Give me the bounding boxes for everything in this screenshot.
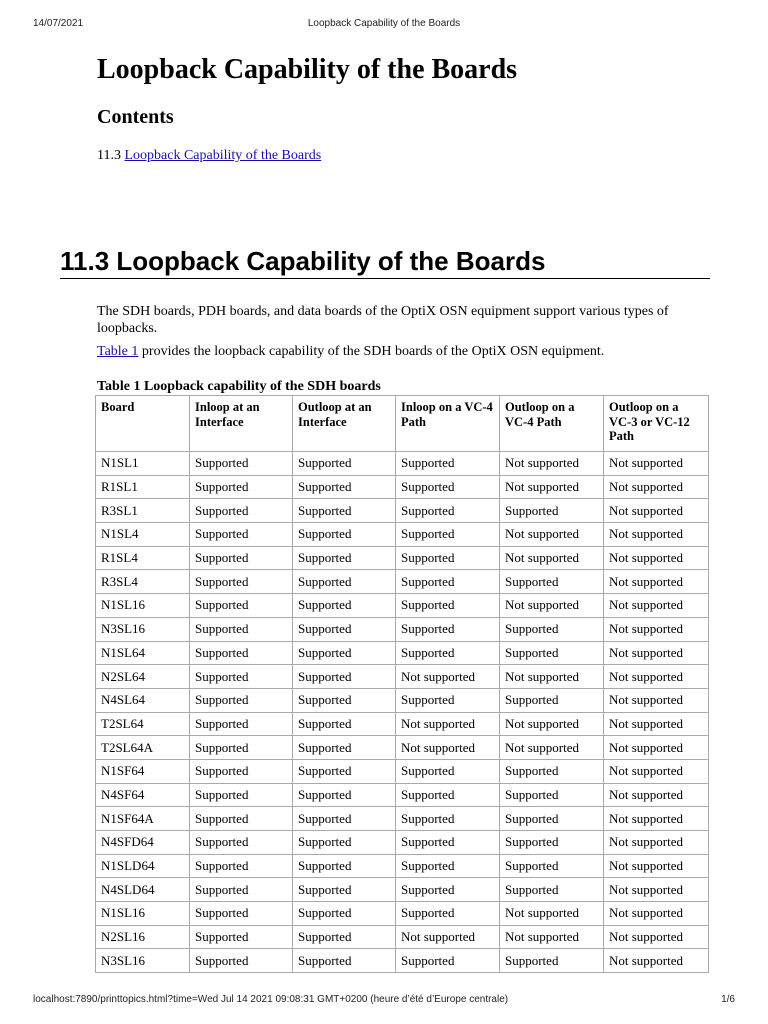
document-title: Loopback Capability of the Boards — [97, 54, 518, 85]
capability-cell: Supported — [500, 641, 604, 665]
capability-cell: Not supported — [604, 949, 709, 973]
capability-cell: Supported — [293, 878, 396, 902]
capability-cell: Supported — [396, 475, 500, 499]
capability-cell: Supported — [293, 523, 396, 547]
capability-cell: Supported — [293, 499, 396, 523]
capability-cell: Supported — [190, 759, 293, 783]
capability-cell: Supported — [293, 665, 396, 689]
capability-cell: Supported — [190, 807, 293, 831]
toc-number: 11.3 — [97, 148, 121, 163]
table-row — [96, 499, 709, 523]
capability-cell: Not supported — [604, 831, 709, 855]
capability-cell: Supported — [293, 546, 396, 570]
table-row — [96, 807, 709, 831]
table-reference-text: provides the loopback capability of the SDH boards of the OptiX OSN equipment. — [138, 344, 605, 359]
capability-cell: Not supported — [500, 665, 604, 689]
capability-cell: Supported — [500, 617, 604, 641]
capability-cell: Supported — [293, 783, 396, 807]
capability-cell: Supported — [190, 665, 293, 689]
capability-cell: Supported — [293, 759, 396, 783]
capability-cell: Supported — [190, 783, 293, 807]
board-name-cell: R3SL1 — [96, 499, 190, 523]
capability-cell: Supported — [190, 617, 293, 641]
print-date: 14/07/2021 — [33, 18, 84, 29]
board-name-cell: R1SL1 — [96, 475, 190, 499]
capability-cell: Supported — [500, 783, 604, 807]
capability-cell: Supported — [500, 878, 604, 902]
capability-cell: Supported — [190, 688, 293, 712]
capability-cell: Supported — [500, 807, 604, 831]
capability-cell: Supported — [500, 499, 604, 523]
capability-cell: Supported — [190, 854, 293, 878]
capability-cell: Supported — [293, 594, 396, 618]
capability-cell: Supported — [293, 925, 396, 949]
capability-cell: Supported — [190, 831, 293, 855]
capability-cell: Supported — [190, 902, 293, 926]
table-row — [96, 759, 709, 783]
table-row — [96, 712, 709, 736]
capability-cell: Supported — [293, 736, 396, 760]
capability-cell: Not supported — [604, 570, 709, 594]
capability-cell: Supported — [293, 831, 396, 855]
capability-cell: Not supported — [500, 475, 604, 499]
board-name-cell: N4SF64 — [96, 783, 190, 807]
table-row — [96, 617, 709, 641]
board-name-cell: T2SL64A — [96, 736, 190, 760]
capability-cell: Supported — [396, 878, 500, 902]
capability-cell: Not supported — [500, 925, 604, 949]
capability-cell: Not supported — [500, 523, 604, 547]
board-name-cell: N1SL16 — [96, 902, 190, 926]
capability-cell: Not supported — [396, 665, 500, 689]
capability-cell: Supported — [293, 949, 396, 973]
capability-cell: Not supported — [604, 475, 709, 499]
capability-cell: Not supported — [500, 452, 604, 476]
capability-cell: Not supported — [500, 736, 604, 760]
board-name-cell: N4SFD64 — [96, 831, 190, 855]
capability-cell: Supported — [190, 949, 293, 973]
table-row — [96, 949, 709, 973]
capability-cell: Supported — [293, 902, 396, 926]
capability-cell: Supported — [396, 902, 500, 926]
capability-cell: Supported — [396, 831, 500, 855]
capability-cell: Supported — [396, 783, 500, 807]
board-name-cell: N1SL16 — [96, 594, 190, 618]
capability-cell: Not supported — [500, 712, 604, 736]
table-caption: Table 1 Loopback capability of the SDH boards — [97, 379, 381, 394]
capability-cell: Supported — [396, 452, 500, 476]
capability-cell: Supported — [500, 854, 604, 878]
capability-cell: Supported — [396, 546, 500, 570]
capability-cell: Not supported — [500, 594, 604, 618]
capability-cell: Not supported — [604, 854, 709, 878]
capability-cell: Not supported — [604, 736, 709, 760]
intro-paragraph: The SDH boards, PDH boards, and data boards of the OptiX OSN equipment support various types of loopbacks. — [97, 304, 669, 336]
contents-heading: Contents — [97, 106, 174, 128]
table-row — [96, 523, 709, 547]
print-header — [0, 0, 768, 40]
board-name-cell: N1SF64 — [96, 759, 190, 783]
capability-cell: Supported — [500, 949, 604, 973]
capability-cell: Not supported — [604, 617, 709, 641]
table-row — [96, 546, 709, 570]
board-name-cell: N1SLD64 — [96, 854, 190, 878]
capability-cell: Supported — [190, 712, 293, 736]
capability-cell: Supported — [396, 523, 500, 547]
capability-cell: Supported — [396, 759, 500, 783]
capability-cell: Supported — [293, 641, 396, 665]
capability-cell: Not supported — [604, 452, 709, 476]
capability-cell: Supported — [396, 570, 500, 594]
board-name-cell: N4SL64 — [96, 688, 190, 712]
capability-cell: Supported — [293, 688, 396, 712]
table-header-row — [96, 396, 709, 452]
toc-link[interactable]: Loopback Capability of the Boards — [124, 148, 322, 163]
table-row — [96, 783, 709, 807]
capability-cell: Not supported — [604, 546, 709, 570]
board-name-cell: N1SL4 — [96, 523, 190, 547]
capability-cell: Not supported — [604, 641, 709, 665]
capability-cell: Not supported — [604, 594, 709, 618]
capability-cell: Supported — [500, 688, 604, 712]
board-name-cell: R3SL4 — [96, 570, 190, 594]
table-reference-paragraph — [97, 343, 697, 360]
capability-cell: Supported — [396, 854, 500, 878]
print-page-title: Loopback Capability of the Boards — [307, 18, 461, 29]
table-row — [96, 854, 709, 878]
capability-cell: Not supported — [604, 783, 709, 807]
capability-cell: Supported — [190, 475, 293, 499]
header-outloop-vc3-vc12: Outloop on a VC-3 or VC-12 Path — [604, 396, 709, 452]
capability-cell: Supported — [500, 570, 604, 594]
loopback-capability-table — [95, 395, 709, 973]
capability-cell: Supported — [190, 499, 293, 523]
header-board: Board — [96, 396, 190, 452]
capability-cell: Not supported — [604, 523, 709, 547]
header-outloop-vc4: Outloop on a VC-4 Path — [500, 396, 604, 452]
capability-cell: Supported — [500, 831, 604, 855]
table-row — [96, 665, 709, 689]
table-row — [96, 452, 709, 476]
capability-cell: Supported — [396, 949, 500, 973]
capability-cell: Supported — [293, 807, 396, 831]
capability-cell: Supported — [190, 878, 293, 902]
capability-cell: Supported — [293, 452, 396, 476]
table-row — [96, 831, 709, 855]
capability-cell: Not supported — [500, 546, 604, 570]
capability-cell: Supported — [396, 641, 500, 665]
board-name-cell: N2SL16 — [96, 925, 190, 949]
capability-cell: Not supported — [604, 807, 709, 831]
capability-cell: Supported — [396, 807, 500, 831]
table-row — [96, 902, 709, 926]
table-row — [96, 688, 709, 712]
table-row — [96, 475, 709, 499]
section-heading: 11.3 Loopback Capability of the Boards — [60, 246, 710, 279]
capability-cell: Supported — [190, 641, 293, 665]
capability-cell: Not supported — [396, 925, 500, 949]
capability-cell: Not supported — [604, 712, 709, 736]
capability-cell: Supported — [500, 759, 604, 783]
capability-cell: Supported — [190, 452, 293, 476]
capability-cell: Not supported — [604, 759, 709, 783]
board-name-cell: N1SF64A — [96, 807, 190, 831]
board-name-cell: N4SLD64 — [96, 878, 190, 902]
board-name-cell: N2SL64 — [96, 665, 190, 689]
page-number: 1/6 — [721, 994, 735, 1005]
header-inloop-interface: Inloop at an Interface — [190, 396, 293, 452]
capability-cell: Supported — [396, 499, 500, 523]
board-name-cell: N3SL16 — [96, 949, 190, 973]
board-name-cell: N3SL16 — [96, 617, 190, 641]
capability-cell: Not supported — [500, 902, 604, 926]
table-1-link[interactable]: Table 1 — [97, 344, 139, 359]
capability-cell: Not supported — [396, 712, 500, 736]
board-name-cell: T2SL64 — [96, 712, 190, 736]
capability-cell: Not supported — [604, 499, 709, 523]
capability-cell: Not supported — [604, 688, 709, 712]
capability-cell: Supported — [293, 617, 396, 641]
header-outloop-interface: Outloop at an Interface — [293, 396, 396, 452]
capability-cell: Supported — [293, 854, 396, 878]
capability-cell: Supported — [190, 570, 293, 594]
capability-cell: Not supported — [604, 925, 709, 949]
print-url: localhost:7890/printtopics.html?time=Wed Jul 14 2021 09:08:31 GMT+0200 (heure d’été d’Europe centrale) — [33, 994, 509, 1005]
capability-cell: Supported — [190, 594, 293, 618]
board-name-cell: N1SL64 — [96, 641, 190, 665]
table-row — [96, 878, 709, 902]
toc-entry — [97, 148, 321, 164]
capability-cell: Supported — [396, 688, 500, 712]
capability-cell: Supported — [190, 736, 293, 760]
capability-cell: Not supported — [604, 878, 709, 902]
capability-cell: Supported — [293, 712, 396, 736]
board-name-cell: R1SL4 — [96, 546, 190, 570]
capability-cell: Not supported — [396, 736, 500, 760]
capability-cell: Supported — [396, 594, 500, 618]
table-row — [96, 925, 709, 949]
table-row — [96, 594, 709, 618]
capability-cell: Supported — [190, 925, 293, 949]
header-inloop-vc4: Inloop on a VC-4 Path — [396, 396, 500, 452]
capability-cell: Supported — [293, 475, 396, 499]
table-row — [96, 570, 709, 594]
table-body — [96, 452, 709, 973]
capability-cell: Supported — [190, 523, 293, 547]
table-row — [96, 736, 709, 760]
capability-cell: Supported — [190, 546, 293, 570]
table-row — [96, 641, 709, 665]
capability-cell: Not supported — [604, 665, 709, 689]
capability-cell: Supported — [396, 617, 500, 641]
capability-cell: Not supported — [604, 902, 709, 926]
board-name-cell: N1SL1 — [96, 452, 190, 476]
capability-cell: Supported — [293, 570, 396, 594]
